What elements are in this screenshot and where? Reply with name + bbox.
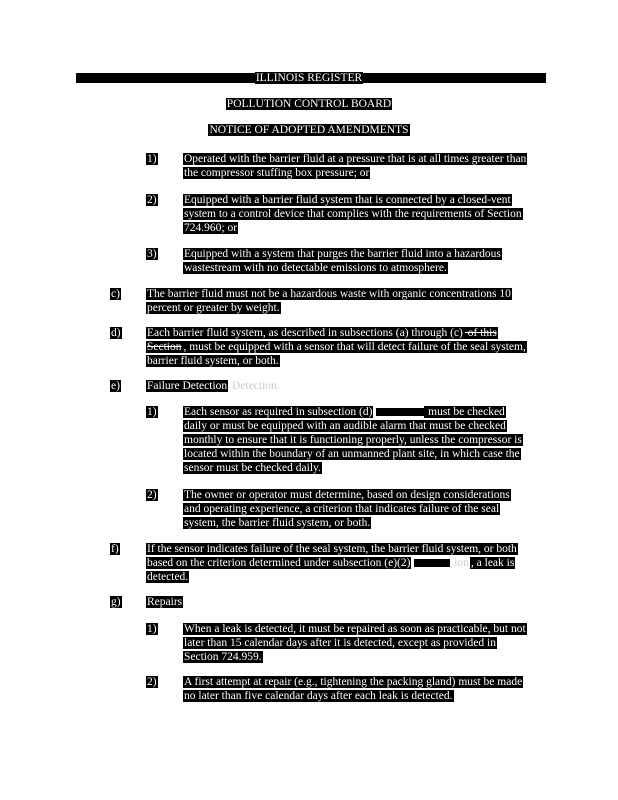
paragraph-c: The barrier fluid must not be a hazardous waste with organic concentrations 10 percent or greater by weight. xyxy=(147,288,511,314)
item-label: c) xyxy=(111,288,120,300)
paragraph-item-1: Operated with the barrier fluid at a pressure that is at all times greater than the compressor stuffing box pressure; or xyxy=(184,153,527,179)
paragraph-e-1: Each sensor as required in subsection (d) must be checked daily or must be equipped with an audible alarm that must be checked monthly to ensure that it is functioning properly, unless the compressor is located within the boundary of an unmanned plant site, in which case the sensor must be checked daily. xyxy=(184,406,522,474)
item-label: 2) xyxy=(147,676,157,688)
item-label: 1) xyxy=(147,623,157,635)
paragraph-e-2: The owner or operator must determine, based on design considerations and operating experience, a criterion that indicates failure of the seal system, the barrier fluid system, or both. xyxy=(184,489,510,529)
item-label: 3) xyxy=(147,248,157,260)
item-label: e) xyxy=(111,380,120,392)
paragraph-item-3: Equipped with a system that purges the barrier fluid into a hazardous wastestream with no detectable emissions to atmosphere. xyxy=(184,248,501,274)
redaction-mark xyxy=(414,559,450,567)
item-label: 1) xyxy=(147,153,157,165)
notice-title: NOTICE OF ADOPTED AMENDMENTS xyxy=(209,124,409,136)
board-title: POLLUTION CONTROL BOARD xyxy=(226,98,392,110)
item-label: 2) xyxy=(147,194,157,206)
item-label: 2) xyxy=(147,489,157,501)
heading-failure-detection: Failure Detection Detection. xyxy=(147,380,280,392)
register-title: ILLINOIS REGISTER xyxy=(255,72,363,84)
redaction-mark xyxy=(376,408,424,416)
paragraph-f: If the sensor indicates failure of the seal system, the barrier fluid system, or both based on the criterion determined under subsection (e)(2) ion , a leak is detected. xyxy=(147,543,517,583)
paragraph-g-1: When a leak is detected, it must be repaired as soon as practicable, but not later than 15 calendar days after it is detected, except as provided in Section 724.959. xyxy=(184,623,526,663)
heading-repairs: Repairs xyxy=(147,596,183,608)
item-label: g) xyxy=(111,596,121,608)
item-label: f) xyxy=(111,543,119,555)
paragraph-d: Each barrier fluid system, as described in subsections (a) through (c) of this Section , must be equipped with a sensor that will detect failure of the seal system, barrier fluid system, or both. xyxy=(147,327,526,367)
paragraph-item-2: Equipped with a barrier fluid system that is connected by a closed-vent system to a control device that complies with the requirements of Section 724.960; or xyxy=(184,194,522,234)
item-label: 1) xyxy=(147,406,157,418)
item-label: d) xyxy=(111,327,121,339)
paragraph-g-2: A first attempt at repair (e.g., tightening the packing gland) must be made no later than five calendar days after each leak is detected. xyxy=(184,676,523,702)
